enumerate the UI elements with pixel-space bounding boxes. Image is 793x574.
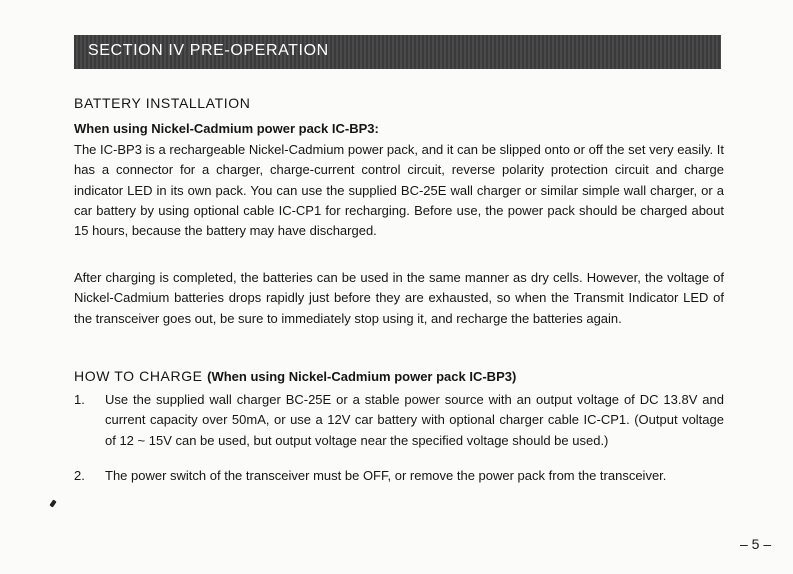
nicad-subheading: When using Nickel-Cadmium power pack IC-BP3: <box>74 121 379 136</box>
step-text: The power switch of the transceiver must be OFF, or remove the power pack from the transceiver. <box>105 468 667 483</box>
how-to-charge-note: (When using Nickel-Cadmium power pack IC-BP3) <box>207 369 517 384</box>
section-header-bar <box>74 35 721 69</box>
step-text: Use the supplied wall charger BC-25E or a stable power source with an output voltage of DC 13.8V and current capacity over 50mA, or use a 12V car battery with optional charger cable IC-CP1. (Output voltage of 12 ~ 15V can be used, but output voltage near the specified voltage should be used.) <box>105 392 724 448</box>
step-number: 2. <box>74 468 85 483</box>
page-number: – 5 – <box>740 536 772 552</box>
step-number: 1. <box>74 392 85 407</box>
section-title: SECTION IV PRE-OPERATION <box>88 42 329 59</box>
paragraph-intro: The IC-BP3 is a rechargeable Nickel-Cadmium power pack, and it can be slipped onto or off the set very easily. It has a connector for a charger, charge-current control circuit, reverse polarity protection circuit and charge indicator LED in its own pack. You can use the supplied BC-25E wall charger or similar simple wall charger, or a car battery by using optional cable IC-CP1 for recharging. Before use, the power pack should be charged about 15 hours, because the battery may have discharged. <box>74 142 724 239</box>
how-to-charge-title: HOW TO CHARGE <box>74 368 203 384</box>
how-to-charge-heading <box>74 368 516 384</box>
ink-mark <box>49 499 56 507</box>
paragraph-after-charging: After charging is completed, the batteries can be used in the same manner as dry cells. However, the voltage of Nickel-Cadmium batteries drops rapidly just before they are exhausted, so when the Transmit Indicator LED of the transceiver goes out, be sure to immediately stop using it, and recharge the batteries again. <box>74 270 724 326</box>
battery-installation-heading: BATTERY INSTALLATION <box>74 95 251 111</box>
